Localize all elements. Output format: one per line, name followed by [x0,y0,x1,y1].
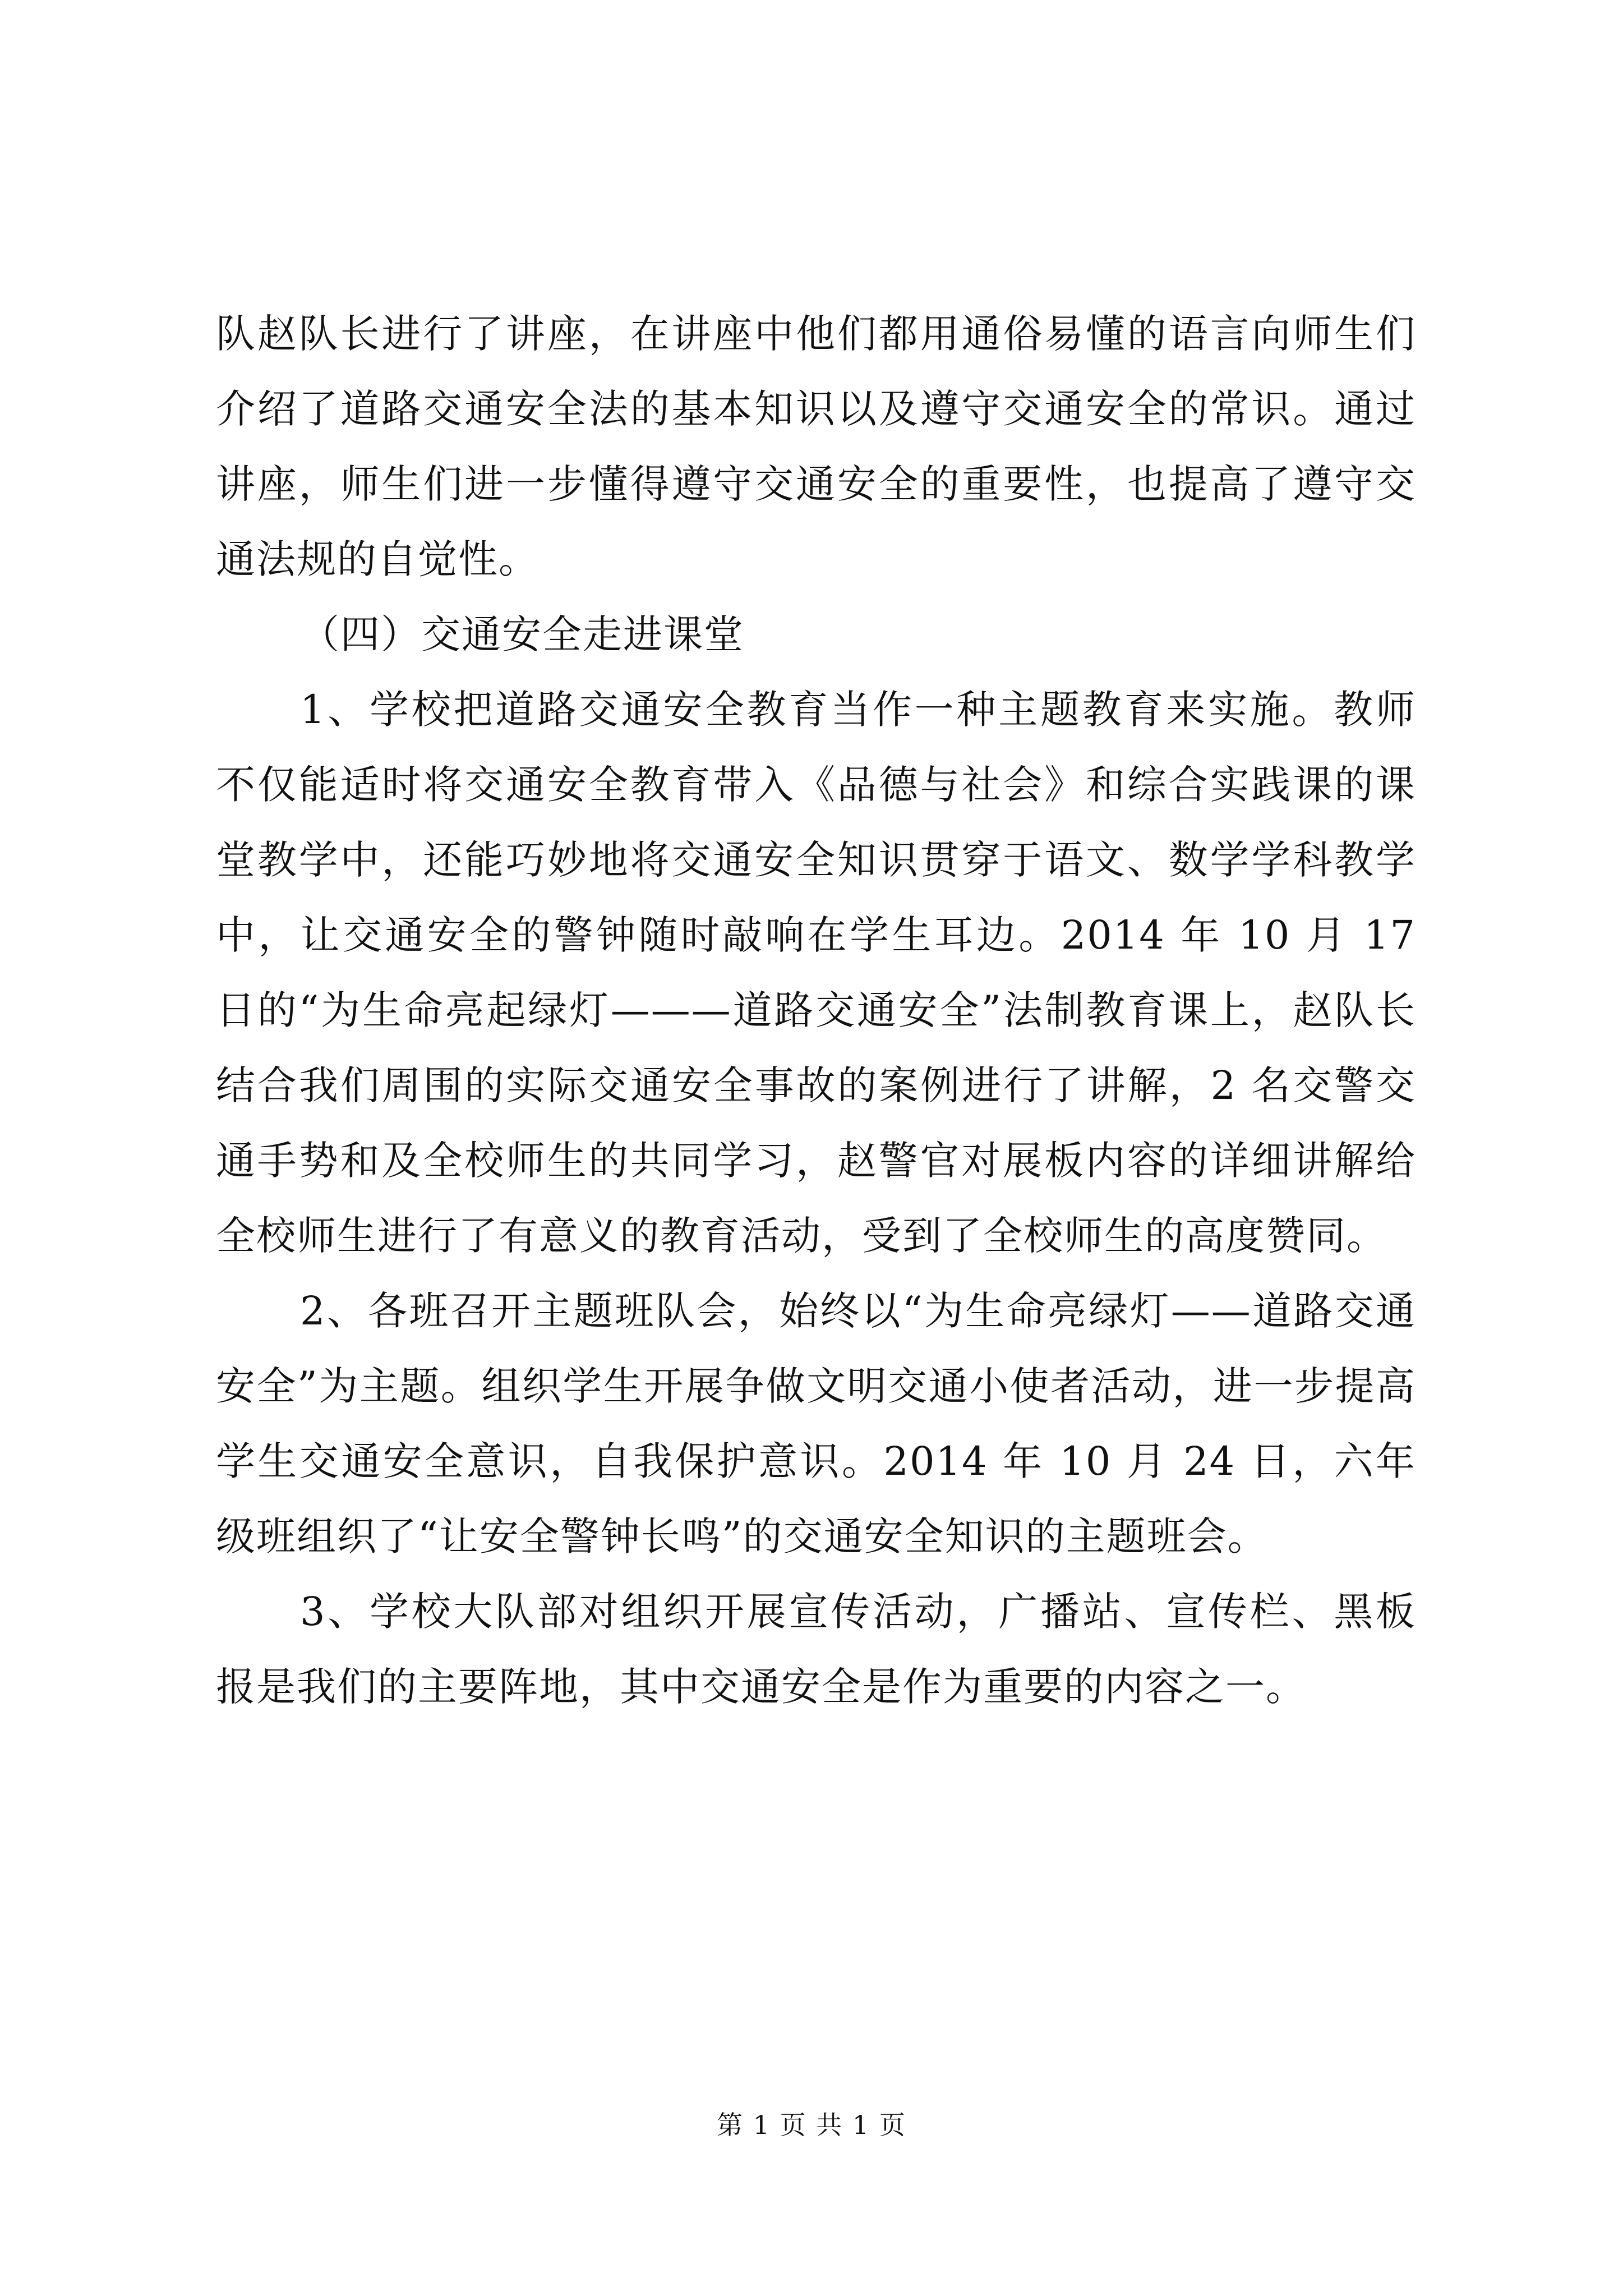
paragraph-item-2: 2、各班召开主题班队会，始终以“为生命亮绿灯——道路交通安全”为主题。组织学生开展争做文明交通小使者活动，进一步提高学生交通安全意识，自我保护意识。2014 年 10 月 24 日，六年级班组织了“让安全警钟长鸣”的交通安全知识的主题班会。 [216,1288,1416,1559]
paragraph-lecture-continued: 队赵队长进行了讲座，在讲座中他们都用通俗易懂的语言向师生们介绍了道路交通安全法的基本知识以及遵守交通安全的常识。通过讲座，师生们进一步懂得遵守交通安全的重要性，也提高了遵守交通法规的自觉性。 [216,311,1416,582]
document-body [216,296,1416,1724]
section-heading-4: （四）交通安全走进课堂 [300,611,744,657]
page-footer: 第 1 页 共 1 页 [717,2110,906,2140]
paragraph-item-3: 3、学校大队部对组织开展宣传活动，广播站、宣传栏、黑板报是我们的主要阵地，其中交通安全是作为重要的内容之一。 [216,1589,1416,1710]
paragraph-item-1: 1、学校把道路交通安全教育当作一种主题教育来实施。教师不仅能适时将交通安全教育带入《品德与社会》和综合实践课的课堂教学中，还能巧妙地将交通安全知识贯穿于语文、数学学科教学中，让交通安全的警钟随时敲响在学生耳边。2014 年 10 月 17 日的“为生命亮起绿灯———道路交通安全”法制教育课上，赵队长结合我们周围的实际交通安全事故的案例进行了讲解，2 名交警交通手势和及全校师生的共同学习，赵警官对展板内容的详细讲解给全校师生进行了有意义的教育活动，受到了全校师生的高度赞同。 [216,687,1416,1259]
